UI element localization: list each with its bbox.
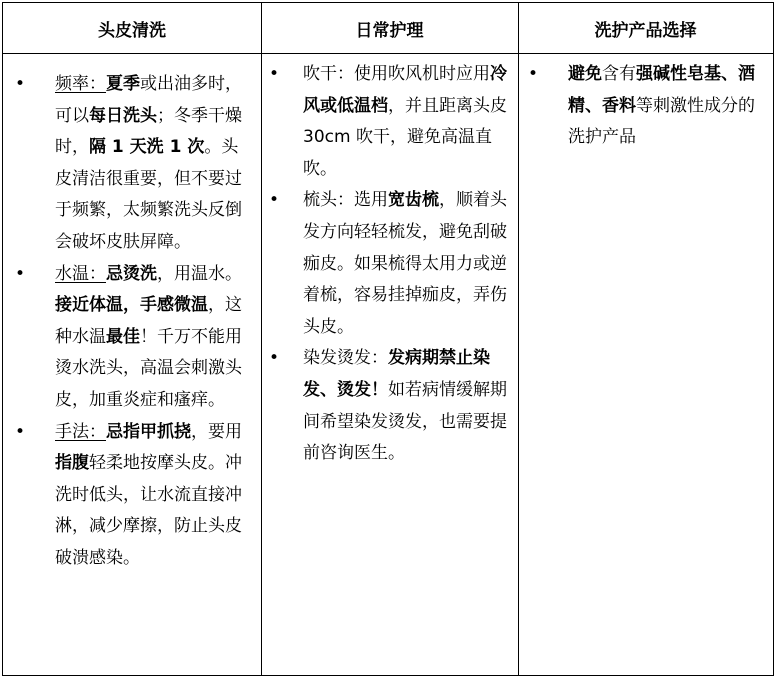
bold-text: 最佳 [106, 326, 140, 347]
item-label: 手法： [55, 421, 106, 442]
care-table [2, 2, 774, 676]
bold-text: 隔 1 天洗 1 次 [89, 137, 205, 158]
bold-text: 忌指甲抓挠 [106, 421, 191, 442]
text: 等刺激性成分的洗护产品 [568, 95, 755, 148]
text: 含有 [602, 64, 636, 84]
bold-text: 夏季 [106, 74, 140, 94]
bold-text: 避免 [568, 64, 602, 84]
text: 轻柔地按摩头皮。冲洗时低头，让水流直接冲淋，减少摩擦，防止头皮破溃感染。 [55, 453, 242, 568]
list-item-technique [3, 417, 245, 575]
list-item-water-temperature [3, 259, 245, 417]
bullet: • [269, 348, 280, 369]
text: ，这种水温 [55, 295, 242, 347]
list-item-combing [261, 185, 507, 343]
list-item-frequency [3, 69, 245, 259]
bold-text: 接近体温，手感微温 [55, 295, 208, 316]
list-item-drying [261, 59, 507, 185]
column-product-choice [518, 59, 763, 154]
list-item-avoid-irritants [518, 59, 763, 154]
bold-text: 强碱性皂基、酒精、香料 [568, 64, 755, 116]
bullet: • [15, 74, 26, 94]
bold-text: 每日洗头 [89, 105, 157, 126]
text: 或出油多时，可以 [55, 74, 242, 126]
bullet: • [15, 421, 26, 442]
bold-text: 忌烫洗 [106, 263, 157, 284]
text: ，顺着头发方向轻轻梳发，避免刮破痂皮。如果梳得太用力或逆着梳，容易挂掉痂皮，弄伤头皮。 [303, 190, 507, 337]
header-scalp-cleansing: 头皮清洗 [98, 20, 166, 41]
text: ；冬季干燥时， [55, 105, 242, 158]
bold-text: 冷风或低温档 [303, 64, 507, 116]
item-label: 水温： [55, 263, 106, 284]
text: ，用温水。 [157, 263, 242, 284]
bullet: • [269, 190, 280, 211]
item-label: 频率： [55, 74, 106, 94]
bold-text: 指腹 [55, 453, 89, 474]
column-daily-care [261, 59, 507, 470]
text: ，并且距离头皮 30cm 吹干，避免高温直吹。 [303, 95, 507, 179]
bullet: • [15, 263, 26, 284]
list-item-dyeing-perming [261, 343, 507, 469]
column-scalp-cleansing [3, 69, 245, 575]
bullet: • [528, 64, 539, 84]
text: 染发烫发： [303, 348, 388, 369]
header-divider [3, 53, 773, 54]
text: 。头皮清洁很重要，但不要过于频繁，太频繁洗头反倒会破坏皮肤屏障。 [55, 137, 242, 252]
header-product-choice: 洗护产品选择 [594, 20, 697, 41]
text: ！千万不能用烫水洗头，高温会刺激头皮，加重炎症和瘙痒。 [55, 326, 242, 410]
text: ，要用 [191, 421, 242, 442]
bold-text: 宽齿梳 [388, 190, 439, 211]
text: 吹干：使用吹风机时应用 [303, 64, 490, 84]
bullet: • [269, 64, 280, 84]
text: 梳头：选用 [303, 190, 388, 211]
bold-text: 发病期禁止染发、烫发！ [303, 348, 490, 400]
text: 如若病情缓解期间希望染发烫发，也需要提前咨询医生。 [303, 379, 507, 464]
header-daily-care: 日常护理 [355, 20, 424, 41]
